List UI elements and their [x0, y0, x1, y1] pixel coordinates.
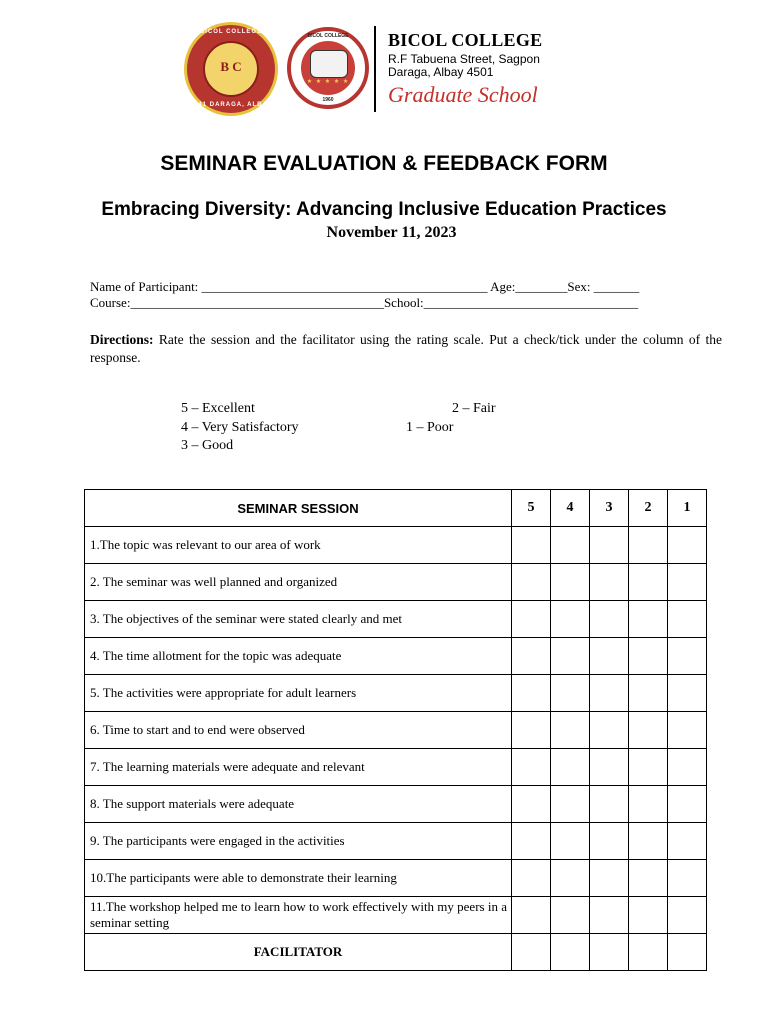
table-row — [85, 786, 707, 823]
rating-cell-1[interactable] — [668, 823, 707, 860]
rating-cell-3[interactable] — [590, 601, 629, 638]
form-title: SEMINAR EVALUATION & FEEDBACK FORM — [160, 152, 608, 175]
directions-label: Directions: — [90, 332, 154, 347]
graduate-school-label: Graduate School — [388, 82, 538, 107]
seal1-inner — [203, 41, 259, 97]
college-name: BICOL COLLEGE — [388, 30, 543, 50]
question-11: 11.The workshop helped me to learn how to work effectively with my peers in a seminar setting — [85, 897, 512, 934]
scale-good: 3 – Good — [181, 438, 234, 453]
rating-4-header: 4 — [551, 490, 590, 527]
table-row — [85, 897, 707, 934]
rating-cell-2[interactable] — [629, 601, 668, 638]
question-6: 6. Time to start and to end were observed — [85, 712, 512, 749]
rating-cell-4[interactable] — [551, 934, 590, 971]
evaluation-table — [84, 489, 707, 971]
rating-cell-3[interactable] — [590, 527, 629, 564]
rating-cell-4[interactable] — [551, 823, 590, 860]
rating-cell-3[interactable] — [590, 564, 629, 601]
seminar-session-header: SEMINAR SESSION — [85, 490, 512, 527]
rating-cell-3[interactable] — [590, 675, 629, 712]
rating-cell-5[interactable] — [512, 638, 551, 675]
seal1-center: B C — [220, 59, 242, 74]
facilitator-header: FACILITATOR — [85, 934, 512, 971]
rating-cell-4[interactable] — [551, 527, 590, 564]
rating-cell-5[interactable] — [512, 675, 551, 712]
rating-2-header: 2 — [629, 490, 668, 527]
rating-cell-3[interactable] — [590, 934, 629, 971]
address-line-2: Daraga, Albay 4501 — [388, 65, 494, 79]
question-10: 10.The participants were able to demonstrate their learning — [85, 860, 512, 897]
rating-cell-1[interactable] — [668, 564, 707, 601]
rating-cell-5[interactable] — [512, 712, 551, 749]
rating-cell-5[interactable] — [512, 527, 551, 564]
rating-cell-1[interactable] — [668, 527, 707, 564]
rating-5-header: 5 — [512, 490, 551, 527]
table-row — [85, 860, 707, 897]
seal1-ring-bottom — [187, 102, 275, 108]
scale-poor: 1 – Poor — [406, 420, 454, 435]
rating-cell-5[interactable] — [512, 786, 551, 823]
rating-cell-4[interactable] — [551, 638, 590, 675]
question-7: 7. The learning materials were adequate and relevant — [85, 749, 512, 786]
seal2-book-icon — [310, 50, 348, 78]
rating-cell-4[interactable] — [551, 786, 590, 823]
rating-cell-1[interactable] — [668, 675, 707, 712]
seminar-title: Embracing Diversity: Advancing Inclusive Education Practices — [101, 199, 667, 220]
question-1: 1.The topic was relevant to our area of work — [85, 527, 512, 564]
rating-cell-2[interactable] — [629, 527, 668, 564]
directions — [90, 331, 722, 367]
rating-cell-4[interactable] — [551, 897, 590, 934]
rating-cell-2[interactable] — [629, 786, 668, 823]
table-row — [85, 823, 707, 860]
rating-cell-1[interactable] — [668, 897, 707, 934]
address-line-1: R.F Tabuena Street, Sagpon — [388, 52, 540, 66]
seminar-date: November 11, 2023 — [326, 224, 457, 241]
rating-cell-4[interactable] — [551, 564, 590, 601]
rating-cell-3[interactable] — [590, 786, 629, 823]
question-8: 8. The support materials were adequate — [85, 786, 512, 823]
facilitator-row — [85, 934, 707, 971]
scale-very-satisfactory: 4 – Very Satisfactory — [181, 420, 299, 435]
rating-cell-4[interactable] — [551, 601, 590, 638]
header-divider — [374, 26, 376, 112]
rating-cell-2[interactable] — [629, 564, 668, 601]
rating-cell-2[interactable] — [629, 712, 668, 749]
graduate-school-seal-logo — [287, 27, 369, 109]
table-row — [85, 564, 707, 601]
rating-cell-5[interactable] — [512, 823, 551, 860]
rating-cell-2[interactable] — [629, 934, 668, 971]
rating-1-header: 1 — [668, 490, 707, 527]
rating-cell-1[interactable] — [668, 934, 707, 971]
rating-cell-3[interactable] — [590, 749, 629, 786]
rating-cell-5[interactable] — [512, 601, 551, 638]
rating-cell-2[interactable] — [629, 749, 668, 786]
rating-cell-2[interactable] — [629, 860, 668, 897]
rating-cell-5[interactable] — [512, 860, 551, 897]
question-9: 9. The participants were engaged in the activities — [85, 823, 512, 860]
table-header-row — [85, 490, 707, 527]
scale-fair: 2 – Fair — [452, 401, 496, 416]
rating-cell-5[interactable] — [512, 897, 551, 934]
table-row — [85, 601, 707, 638]
table-row — [85, 675, 707, 712]
question-5: 5. The activities were appropriate for adult learners — [85, 675, 512, 712]
participant-name-line[interactable]: Name of Participant: ____________________________________________ Age:________Sex: _______ — [90, 279, 640, 294]
seal2-ring-bottom: 1960 — [322, 97, 334, 103]
rating-cell-4[interactable] — [551, 749, 590, 786]
rating-3-header: 3 — [590, 490, 629, 527]
rating-cell-3[interactable] — [590, 712, 629, 749]
question-4: 4. The time allotment for the topic was adequate — [85, 638, 512, 675]
rating-cell-3[interactable] — [590, 860, 629, 897]
rating-cell-1[interactable] — [668, 638, 707, 675]
rating-cell-4[interactable] — [551, 712, 590, 749]
table-row — [85, 749, 707, 786]
rating-cell-2[interactable] — [629, 675, 668, 712]
rating-cell-2[interactable] — [629, 823, 668, 860]
rating-cell-3[interactable] — [590, 897, 629, 934]
rating-cell-1[interactable] — [668, 601, 707, 638]
rating-cell-2[interactable] — [629, 638, 668, 675]
rating-cell-2[interactable] — [629, 897, 668, 934]
table-row — [85, 527, 707, 564]
seal1-year: 1941 — [189, 102, 208, 108]
seal2-stars: ★ ★ ★ ★ ★ — [306, 79, 350, 85]
rating-cell-3[interactable] — [590, 823, 629, 860]
directions-text: Rate the session and the facilitator using the rating scale. Put a check/tick under the column of the response. — [90, 332, 722, 365]
rating-cell-1[interactable] — [668, 749, 707, 786]
participant-course-line[interactable]: Course:_______________________________________School:_________________________________ — [90, 295, 639, 310]
seal1-ring-top: BICOL COLLEGE — [199, 29, 263, 35]
rating-cell-4[interactable] — [551, 860, 590, 897]
scale-excellent: 5 – Excellent — [181, 401, 255, 416]
rating-cell-5[interactable] — [512, 749, 551, 786]
table-row — [85, 638, 707, 675]
seal2-ring-top: BICOL COLLEGE — [307, 33, 349, 39]
table-row — [85, 712, 707, 749]
seal1-ring-bottom-text: DARAGA, ALBAY — [209, 102, 273, 108]
rating-cell-5[interactable] — [512, 934, 551, 971]
rating-cell-1[interactable] — [668, 860, 707, 897]
bicol-college-seal-logo — [184, 22, 278, 116]
rating-cell-5[interactable] — [512, 564, 551, 601]
question-3: 3. The objectives of the seminar were stated clearly and met — [85, 601, 512, 638]
rating-cell-1[interactable] — [668, 712, 707, 749]
rating-cell-4[interactable] — [551, 675, 590, 712]
rating-cell-1[interactable] — [668, 786, 707, 823]
rating-cell-3[interactable] — [590, 638, 629, 675]
question-2: 2. The seminar was well planned and organized — [85, 564, 512, 601]
